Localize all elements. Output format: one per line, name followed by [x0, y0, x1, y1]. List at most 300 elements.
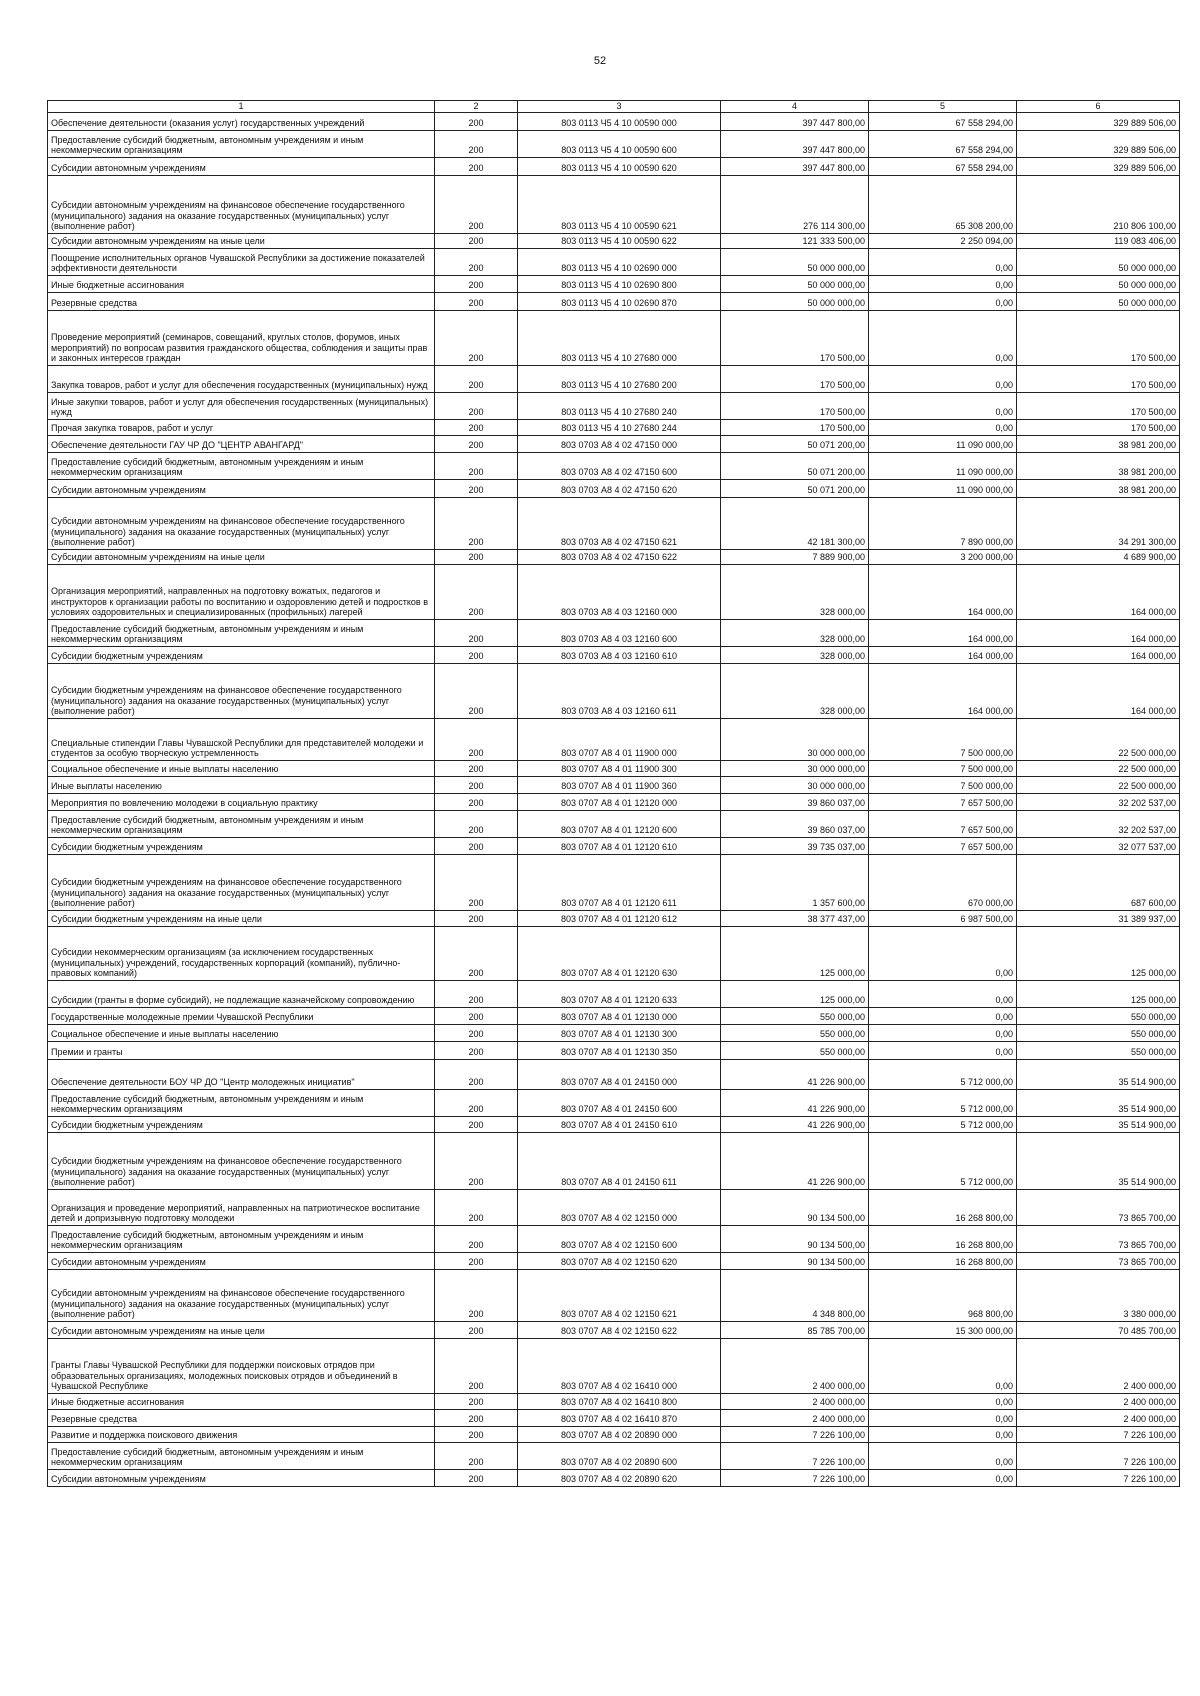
table-row [48, 233, 1180, 248]
remaining-amount-cell: 38 981 200,00 [1017, 452, 1180, 479]
amount-cell: 42 181 300,00 [721, 497, 869, 549]
remaining-amount-cell: 210 806 100,00 [1017, 175, 1180, 233]
row-code-cell: 200 [435, 810, 518, 837]
classification-code-cell: 803 0113 Ч5 4 10 27680 240 [518, 392, 721, 419]
remaining-amount-cell: 32 202 537,00 [1017, 793, 1180, 810]
executed-amount-cell: 7 500 000,00 [869, 760, 1017, 776]
header-cell: 2 [435, 101, 518, 113]
row-name-cell: Субсидии автономным учреждениям [48, 479, 435, 497]
remaining-amount-cell: 7 226 100,00 [1017, 1469, 1180, 1486]
table-row [48, 980, 1180, 1007]
row-name-cell: Субсидии бюджетным учреждениям [48, 837, 435, 854]
amount-cell: 50 000 000,00 [721, 275, 869, 292]
row-name-cell: Иные выплаты населению [48, 776, 435, 793]
table-row [48, 435, 1180, 452]
remaining-amount-cell: 164 000,00 [1017, 619, 1180, 646]
classification-code-cell: 803 0707 А8 4 02 12150 622 [518, 1321, 721, 1338]
row-name-cell: Предоставление субсидий бюджетным, автономным учреждениям и иным некоммерческим организациям [48, 810, 435, 837]
classification-code-cell: 803 0703 А8 4 02 47150 000 [518, 435, 721, 452]
executed-amount-cell: 0,00 [869, 275, 1017, 292]
row-name-cell: Гранты Главы Чувашской Республики для поддержки поисковых отрядов при образовательных организациях, молодежных поисковых отрядов и объединений в Чувашской Республике [48, 1338, 435, 1393]
table-row [48, 619, 1180, 646]
table-row [48, 479, 1180, 497]
row-name-cell: Обеспечение деятельности ГАУ ЧР ДО "ЦЕНТР АВАНГАРД" [48, 435, 435, 452]
row-code-cell: 200 [435, 419, 518, 435]
row-code-cell: 200 [435, 175, 518, 233]
amount-cell: 50 071 200,00 [721, 452, 869, 479]
classification-code-cell: 803 0707 А8 4 01 12130 000 [518, 1007, 721, 1024]
table-row [48, 1442, 1180, 1469]
amount-cell: 90 134 500,00 [721, 1225, 869, 1252]
classification-code-cell: 803 0707 А8 4 01 24150 611 [518, 1132, 721, 1189]
classification-code-cell: 803 0707 А8 4 01 12120 633 [518, 980, 721, 1007]
amount-cell: 90 134 500,00 [721, 1189, 869, 1225]
classification-code-cell: 803 0707 А8 4 02 12150 621 [518, 1269, 721, 1321]
amount-cell: 550 000,00 [721, 1041, 869, 1059]
executed-amount-cell: 11 090 000,00 [869, 452, 1017, 479]
row-code-cell: 200 [435, 1442, 518, 1469]
row-name-cell: Субсидии автономным учреждениям на иные цели [48, 1321, 435, 1338]
row-code-cell: 200 [435, 435, 518, 452]
amount-cell: 397 447 800,00 [721, 130, 869, 157]
table-row [48, 497, 1180, 549]
classification-code-cell: 803 0703 А8 4 02 47150 621 [518, 497, 721, 549]
remaining-amount-cell: 164 000,00 [1017, 663, 1180, 718]
amount-cell: 170 500,00 [721, 392, 869, 419]
table-row [48, 1426, 1180, 1442]
amount-cell: 41 226 900,00 [721, 1089, 869, 1116]
table-row [48, 248, 1180, 275]
row-name-cell: Организация мероприятий, направленных на подготовку вожатых, педагогов и инструкторов к организации работы по воспитанию и оздоровлению детей и подростков в условиях оздоровительных и специализированных (профильных) лагерей [48, 564, 435, 619]
remaining-amount-cell: 2 400 000,00 [1017, 1338, 1180, 1393]
remaining-amount-cell: 125 000,00 [1017, 980, 1180, 1007]
row-code-cell: 200 [435, 926, 518, 980]
remaining-amount-cell: 22 500 000,00 [1017, 760, 1180, 776]
executed-amount-cell: 0,00 [869, 1469, 1017, 1486]
amount-cell: 30 000 000,00 [721, 718, 869, 760]
row-name-cell: Субсидии автономным учреждениям на финансовое обеспечение государственного (муниципального) задания на оказание государственных (муниципальных) услуг (выполнение работ) [48, 1269, 435, 1321]
executed-amount-cell: 16 268 800,00 [869, 1225, 1017, 1252]
table-row [48, 926, 1180, 980]
table-row [48, 1024, 1180, 1041]
table-row [48, 1132, 1180, 1189]
executed-amount-cell: 7 500 000,00 [869, 718, 1017, 760]
executed-amount-cell: 0,00 [869, 1024, 1017, 1041]
amount-cell: 2 400 000,00 [721, 1393, 869, 1409]
remaining-amount-cell: 687 600,00 [1017, 854, 1180, 910]
remaining-amount-cell: 2 400 000,00 [1017, 1393, 1180, 1409]
executed-amount-cell: 65 308 200,00 [869, 175, 1017, 233]
header-row [48, 101, 1180, 113]
classification-code-cell: 803 0707 А8 4 01 12130 350 [518, 1041, 721, 1059]
row-name-cell: Субсидии бюджетным учреждениям на иные цели [48, 910, 435, 926]
executed-amount-cell: 16 268 800,00 [869, 1252, 1017, 1269]
executed-amount-cell: 0,00 [869, 1007, 1017, 1024]
executed-amount-cell: 0,00 [869, 310, 1017, 365]
row-code-cell: 200 [435, 564, 518, 619]
row-code-cell: 200 [435, 980, 518, 1007]
executed-amount-cell: 5 712 000,00 [869, 1132, 1017, 1189]
executed-amount-cell: 164 000,00 [869, 619, 1017, 646]
header-cell: 6 [1017, 101, 1180, 113]
remaining-amount-cell: 31 389 937,00 [1017, 910, 1180, 926]
classification-code-cell: 803 0113 Ч5 4 10 27680 244 [518, 419, 721, 435]
amount-cell: 1 357 600,00 [721, 854, 869, 910]
row-name-cell: Предоставление субсидий бюджетным, автономным учреждениям и иным некоммерческим организациям [48, 619, 435, 646]
row-name-cell: Предоставление субсидий бюджетным, автономным учреждениям и иным некоммерческим организациям [48, 452, 435, 479]
row-code-cell: 200 [435, 854, 518, 910]
table-row [48, 1116, 1180, 1132]
amount-cell: 7 889 900,00 [721, 549, 869, 564]
amount-cell: 39 735 037,00 [721, 837, 869, 854]
amount-cell: 85 785 700,00 [721, 1321, 869, 1338]
row-code-cell: 200 [435, 310, 518, 365]
amount-cell: 30 000 000,00 [721, 760, 869, 776]
amount-cell: 41 226 900,00 [721, 1132, 869, 1189]
amount-cell: 125 000,00 [721, 926, 869, 980]
row-code-cell: 200 [435, 549, 518, 564]
table-row [48, 1469, 1180, 1486]
table-row [48, 1189, 1180, 1225]
amount-cell: 170 500,00 [721, 310, 869, 365]
amount-cell: 38 377 437,00 [721, 910, 869, 926]
classification-code-cell: 803 0113 Ч5 4 10 02690 800 [518, 275, 721, 292]
table-row [48, 549, 1180, 564]
amount-cell: 50 071 200,00 [721, 435, 869, 452]
amount-cell: 328 000,00 [721, 564, 869, 619]
header-cell: 1 [48, 101, 435, 113]
row-name-cell: Субсидии бюджетным учреждениям [48, 1116, 435, 1132]
executed-amount-cell: 5 712 000,00 [869, 1116, 1017, 1132]
row-name-cell: Предоставление субсидий бюджетным, автономным учреждениям и иным некоммерческим организациям [48, 1225, 435, 1252]
table-row [48, 112, 1180, 130]
classification-code-cell: 803 0707 А8 4 02 20890 600 [518, 1442, 721, 1469]
amount-cell: 2 400 000,00 [721, 1338, 869, 1393]
row-code-cell: 200 [435, 1024, 518, 1041]
row-name-cell: Мероприятия по вовлечению молодежи в социальную практику [48, 793, 435, 810]
row-code-cell: 200 [435, 1116, 518, 1132]
amount-cell: 328 000,00 [721, 663, 869, 718]
row-code-cell: 200 [435, 1321, 518, 1338]
remaining-amount-cell: 170 500,00 [1017, 310, 1180, 365]
classification-code-cell: 803 0707 А8 4 02 20890 000 [518, 1426, 721, 1442]
amount-cell: 7 226 100,00 [721, 1426, 869, 1442]
classification-code-cell: 803 0703 А8 4 03 12160 000 [518, 564, 721, 619]
remaining-amount-cell: 73 865 700,00 [1017, 1252, 1180, 1269]
classification-code-cell: 803 0113 Ч5 4 10 02690 870 [518, 292, 721, 310]
table-row [48, 292, 1180, 310]
classification-code-cell: 803 0707 А8 4 02 16410 870 [518, 1409, 721, 1426]
classification-code-cell: 803 0113 Ч5 4 10 00590 622 [518, 233, 721, 248]
row-code-cell: 200 [435, 1426, 518, 1442]
classification-code-cell: 803 0703 А8 4 03 12160 610 [518, 646, 721, 663]
table-row [48, 1393, 1180, 1409]
remaining-amount-cell: 50 000 000,00 [1017, 292, 1180, 310]
remaining-amount-cell: 35 514 900,00 [1017, 1132, 1180, 1189]
executed-amount-cell: 0,00 [869, 419, 1017, 435]
classification-code-cell: 803 0707 А8 4 01 24150 610 [518, 1116, 721, 1132]
row-name-cell: Иные бюджетные ассигнования [48, 1393, 435, 1409]
amount-cell: 125 000,00 [721, 980, 869, 1007]
row-name-cell: Обеспечение деятельности БОУ ЧР ДО "Центр молодежных инициатив" [48, 1059, 435, 1089]
amount-cell: 7 226 100,00 [721, 1469, 869, 1486]
amount-cell: 4 348 800,00 [721, 1269, 869, 1321]
table-row [48, 1269, 1180, 1321]
executed-amount-cell: 0,00 [869, 1409, 1017, 1426]
remaining-amount-cell: 70 485 700,00 [1017, 1321, 1180, 1338]
row-code-cell: 200 [435, 157, 518, 175]
remaining-amount-cell: 32 202 537,00 [1017, 810, 1180, 837]
row-name-cell: Резервные средства [48, 292, 435, 310]
remaining-amount-cell: 22 500 000,00 [1017, 718, 1180, 760]
classification-code-cell: 803 0113 Ч5 4 10 00590 620 [518, 157, 721, 175]
row-name-cell: Субсидии автономным учреждениям [48, 1252, 435, 1269]
table-row [48, 1089, 1180, 1116]
table-row [48, 419, 1180, 435]
row-code-cell: 200 [435, 910, 518, 926]
amount-cell: 90 134 500,00 [721, 1252, 869, 1269]
amount-cell: 397 447 800,00 [721, 157, 869, 175]
amount-cell: 550 000,00 [721, 1007, 869, 1024]
row-name-cell: Субсидии автономным учреждениям на иные цели [48, 549, 435, 564]
remaining-amount-cell: 170 500,00 [1017, 392, 1180, 419]
row-name-cell: Иные закупки товаров, работ и услуг для обеспечения государственных (муниципальных) нужд [48, 392, 435, 419]
executed-amount-cell: 6 987 500,00 [869, 910, 1017, 926]
remaining-amount-cell: 7 226 100,00 [1017, 1426, 1180, 1442]
classification-code-cell: 803 0707 А8 4 01 12120 610 [518, 837, 721, 854]
row-name-cell: Субсидии некоммерческим организациям (за исключением государственных (муниципальных) учреждений, государственных корпораций (компаний), публично-правовых компаний) [48, 926, 435, 980]
row-name-cell: Развитие и поддержка поискового движения [48, 1426, 435, 1442]
row-name-cell: Субсидии (гранты в форме субсидий), не подлежащие казначейскому сопровождению [48, 980, 435, 1007]
executed-amount-cell: 670 000,00 [869, 854, 1017, 910]
row-code-cell: 200 [435, 1393, 518, 1409]
classification-code-cell: 803 0703 А8 4 03 12160 611 [518, 663, 721, 718]
table-row [48, 1409, 1180, 1426]
executed-amount-cell: 0,00 [869, 292, 1017, 310]
remaining-amount-cell: 50 000 000,00 [1017, 275, 1180, 292]
classification-code-cell: 803 0707 А8 4 02 16410 000 [518, 1338, 721, 1393]
classification-code-cell: 803 0113 Ч5 4 10 00590 621 [518, 175, 721, 233]
table-row [48, 793, 1180, 810]
row-code-cell: 200 [435, 1409, 518, 1426]
classification-code-cell: 803 0707 А8 4 01 12120 630 [518, 926, 721, 980]
table-row [48, 663, 1180, 718]
table-row [48, 1225, 1180, 1252]
remaining-amount-cell: 329 889 506,00 [1017, 130, 1180, 157]
remaining-amount-cell: 2 400 000,00 [1017, 1409, 1180, 1426]
row-name-cell: Субсидии автономным учреждениям на финансовое обеспечение государственного (муниципального) задания на оказание государственных (муниципальных) услуг (выполнение работ) [48, 497, 435, 549]
amount-cell: 397 447 800,00 [721, 112, 869, 130]
table-row [48, 157, 1180, 175]
executed-amount-cell: 7 657 500,00 [869, 793, 1017, 810]
table-body [48, 112, 1180, 1486]
amount-cell: 50 000 000,00 [721, 292, 869, 310]
executed-amount-cell: 968 800,00 [869, 1269, 1017, 1321]
row-name-cell: Предоставление субсидий бюджетным, автономным учреждениям и иным некоммерческим организациям [48, 1089, 435, 1116]
row-name-cell: Субсидии автономным учреждениям на иные цели [48, 233, 435, 248]
row-name-cell: Субсидии бюджетным учреждениям на финансовое обеспечение государственного (муниципального) задания на оказание государственных (муниципальных) услуг (выполнение работ) [48, 663, 435, 718]
row-name-cell: Предоставление субсидий бюджетным, автономным учреждениям и иным некоммерческим организациям [48, 130, 435, 157]
amount-cell: 41 226 900,00 [721, 1059, 869, 1089]
row-code-cell: 200 [435, 1252, 518, 1269]
row-name-cell: Субсидии бюджетным учреждениям на финансовое обеспечение государственного (муниципального) задания на оказание государственных (муниципальных) услуг (выполнение работ) [48, 854, 435, 910]
row-code-cell: 200 [435, 1089, 518, 1116]
remaining-amount-cell: 32 077 537,00 [1017, 837, 1180, 854]
table-row [48, 1007, 1180, 1024]
executed-amount-cell: 0,00 [869, 1338, 1017, 1393]
classification-code-cell: 803 0707 А8 4 01 11900 000 [518, 718, 721, 760]
table-row [48, 1321, 1180, 1338]
executed-amount-cell: 7 657 500,00 [869, 810, 1017, 837]
row-code-cell: 200 [435, 248, 518, 275]
amount-cell: 170 500,00 [721, 365, 869, 392]
row-name-cell: Социальное обеспечение и иные выплаты населению [48, 760, 435, 776]
row-name-cell: Предоставление субсидий бюджетным, автономным учреждениям и иным некоммерческим организациям [48, 1442, 435, 1469]
table-row [48, 392, 1180, 419]
table-row [48, 646, 1180, 663]
row-code-cell: 200 [435, 646, 518, 663]
remaining-amount-cell: 35 514 900,00 [1017, 1089, 1180, 1116]
table-row [48, 837, 1180, 854]
executed-amount-cell: 0,00 [869, 1393, 1017, 1409]
classification-code-cell: 803 0703 А8 4 02 47150 622 [518, 549, 721, 564]
row-code-cell: 200 [435, 1269, 518, 1321]
remaining-amount-cell: 119 083 406,00 [1017, 233, 1180, 248]
table-row [48, 810, 1180, 837]
row-code-cell: 200 [435, 619, 518, 646]
row-code-cell: 200 [435, 1469, 518, 1486]
classification-code-cell: 803 0703 А8 4 03 12160 600 [518, 619, 721, 646]
row-name-cell: Специальные стипендии Главы Чувашской Республики для представителей молодежи и студентов за особую творческую устремленность [48, 718, 435, 760]
remaining-amount-cell: 164 000,00 [1017, 646, 1180, 663]
table-row [48, 365, 1180, 392]
table-row [48, 1059, 1180, 1089]
classification-code-cell: 803 0707 А8 4 02 12150 600 [518, 1225, 721, 1252]
executed-amount-cell: 0,00 [869, 926, 1017, 980]
row-name-cell: Социальное обеспечение и иные выплаты населению [48, 1024, 435, 1041]
row-name-cell: Проведение мероприятий (семинаров, совещаний, круглых столов, форумов, иных мероприятий) по вопросам развития гражданского общества, соблюдения и защиты прав и законных интересов граждан [48, 310, 435, 365]
row-name-cell: Организация и проведение мероприятий, направленных на патриотическое воспитание детей и допризывную подготовку молодежи [48, 1189, 435, 1225]
classification-code-cell: 803 0707 А8 4 01 24150 600 [518, 1089, 721, 1116]
remaining-amount-cell: 38 981 200,00 [1017, 479, 1180, 497]
executed-amount-cell: 7 500 000,00 [869, 776, 1017, 793]
remaining-amount-cell: 4 689 900,00 [1017, 549, 1180, 564]
classification-code-cell: 803 0113 Ч5 4 10 00590 600 [518, 130, 721, 157]
classification-code-cell: 803 0707 А8 4 01 12120 611 [518, 854, 721, 910]
amount-cell: 39 860 037,00 [721, 793, 869, 810]
row-code-cell: 200 [435, 1338, 518, 1393]
table-row [48, 564, 1180, 619]
amount-cell: 50 000 000,00 [721, 248, 869, 275]
table-row [48, 1338, 1180, 1393]
remaining-amount-cell: 550 000,00 [1017, 1007, 1180, 1024]
classification-code-cell: 803 0707 А8 4 01 24150 000 [518, 1059, 721, 1089]
classification-code-cell: 803 0703 А8 4 02 47150 600 [518, 452, 721, 479]
row-code-cell: 200 [435, 793, 518, 810]
amount-cell: 39 860 037,00 [721, 810, 869, 837]
classification-code-cell: 803 0113 Ч5 4 10 27680 200 [518, 365, 721, 392]
row-code-cell: 200 [435, 776, 518, 793]
executed-amount-cell: 67 558 294,00 [869, 112, 1017, 130]
executed-amount-cell: 5 712 000,00 [869, 1089, 1017, 1116]
row-code-cell: 200 [435, 452, 518, 479]
header-cell: 3 [518, 101, 721, 113]
amount-cell: 2 400 000,00 [721, 1409, 869, 1426]
header-cell: 5 [869, 101, 1017, 113]
executed-amount-cell: 11 090 000,00 [869, 435, 1017, 452]
executed-amount-cell: 2 250 094,00 [869, 233, 1017, 248]
row-code-cell: 200 [435, 365, 518, 392]
row-code-cell: 200 [435, 233, 518, 248]
executed-amount-cell: 0,00 [869, 1426, 1017, 1442]
row-code-cell: 200 [435, 837, 518, 854]
row-name-cell: Государственные молодежные премии Чувашской Республики [48, 1007, 435, 1024]
row-code-cell: 200 [435, 1132, 518, 1189]
row-code-cell: 200 [435, 1041, 518, 1059]
row-name-cell: Обеспечение деятельности (оказания услуг) государственных учреждений [48, 112, 435, 130]
executed-amount-cell: 11 090 000,00 [869, 479, 1017, 497]
classification-code-cell: 803 0707 А8 4 01 12120 600 [518, 810, 721, 837]
remaining-amount-cell: 550 000,00 [1017, 1024, 1180, 1041]
remaining-amount-cell: 170 500,00 [1017, 419, 1180, 435]
row-code-cell: 200 [435, 130, 518, 157]
amount-cell: 550 000,00 [721, 1024, 869, 1041]
executed-amount-cell: 0,00 [869, 1442, 1017, 1469]
executed-amount-cell: 164 000,00 [869, 663, 1017, 718]
table-row [48, 910, 1180, 926]
row-code-cell: 200 [435, 497, 518, 549]
row-code-cell: 200 [435, 479, 518, 497]
amount-cell: 328 000,00 [721, 646, 869, 663]
row-name-cell: Субсидии бюджетным учреждениям на финансовое обеспечение государственного (муниципального) задания на оказание государственных (муниципальных) услуг (выполнение работ) [48, 1132, 435, 1189]
classification-code-cell: 803 0707 А8 4 02 20890 620 [518, 1469, 721, 1486]
table-row [48, 130, 1180, 157]
remaining-amount-cell: 3 380 000,00 [1017, 1269, 1180, 1321]
row-name-cell: Иные бюджетные ассигнования [48, 275, 435, 292]
amount-cell: 170 500,00 [721, 419, 869, 435]
remaining-amount-cell: 7 226 100,00 [1017, 1442, 1180, 1469]
classification-code-cell: 803 0113 Ч5 4 10 02690 000 [518, 248, 721, 275]
amount-cell: 121 333 500,00 [721, 233, 869, 248]
executed-amount-cell: 5 712 000,00 [869, 1059, 1017, 1089]
remaining-amount-cell: 164 000,00 [1017, 564, 1180, 619]
header-cell: 4 [721, 101, 869, 113]
row-name-cell: Субсидии автономным учреждениям на финансовое обеспечение государственного (муниципального) задания на оказание государственных (муниципальных) услуг (выполнение работ) [48, 175, 435, 233]
amount-cell: 41 226 900,00 [721, 1116, 869, 1132]
remaining-amount-cell: 329 889 506,00 [1017, 157, 1180, 175]
remaining-amount-cell: 34 291 300,00 [1017, 497, 1180, 549]
remaining-amount-cell: 35 514 900,00 [1017, 1059, 1180, 1089]
row-name-cell: Премии и гранты [48, 1041, 435, 1059]
remaining-amount-cell: 125 000,00 [1017, 926, 1180, 980]
table-row [48, 275, 1180, 292]
executed-amount-cell: 16 268 800,00 [869, 1189, 1017, 1225]
classification-code-cell: 803 0707 А8 4 02 12150 000 [518, 1189, 721, 1225]
budget-table [47, 100, 1180, 1487]
executed-amount-cell: 164 000,00 [869, 646, 1017, 663]
table-row [48, 760, 1180, 776]
classification-code-cell: 803 0113 Ч5 4 10 27680 000 [518, 310, 721, 365]
row-code-cell: 200 [435, 112, 518, 130]
classification-code-cell: 803 0113 Ч5 4 10 00590 000 [518, 112, 721, 130]
amount-cell: 328 000,00 [721, 619, 869, 646]
executed-amount-cell: 0,00 [869, 392, 1017, 419]
executed-amount-cell: 7 657 500,00 [869, 837, 1017, 854]
remaining-amount-cell: 50 000 000,00 [1017, 248, 1180, 275]
table-row [48, 1041, 1180, 1059]
executed-amount-cell: 7 890 000,00 [869, 497, 1017, 549]
row-code-cell: 200 [435, 1007, 518, 1024]
